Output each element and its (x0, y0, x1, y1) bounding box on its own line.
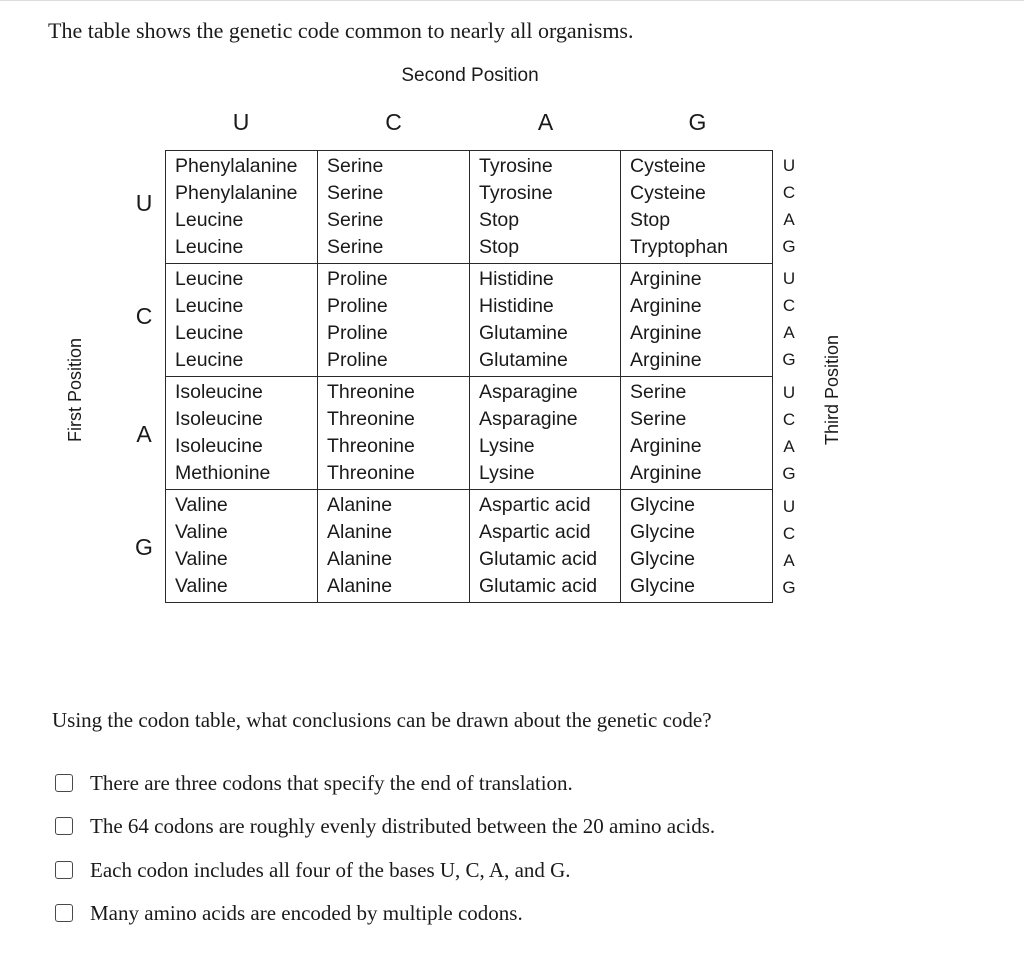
amino-acid: Serine (630, 381, 687, 403)
top-divider (0, 0, 1024, 1)
column-header-u: U (232, 109, 250, 135)
amino-acid: Glutamine (479, 349, 568, 371)
codon-row-g (166, 490, 773, 603)
amino-acid: Arginine (630, 322, 702, 344)
amino-acid: Serine (327, 155, 384, 177)
option-2[interactable] (55, 805, 715, 849)
amino-acid: Glycine (630, 494, 696, 516)
checkbox[interactable] (55, 774, 73, 792)
amino-acid: Asparagine (479, 381, 578, 403)
amino-acid: Threonine (327, 408, 415, 430)
third-position-base: A (783, 323, 795, 342)
codon-cell-cu (166, 264, 318, 377)
codon-row-a (166, 377, 773, 490)
answer-options (55, 761, 715, 935)
amino-acid: Leucine (175, 295, 244, 317)
amino-acid: Threonine (327, 381, 415, 403)
row-header-c: C (135, 303, 153, 329)
third-position-label: Third Position (822, 334, 842, 446)
option-3[interactable] (55, 848, 715, 892)
amino-acid: Tyrosine (479, 155, 553, 177)
codon-cell-cc (318, 264, 470, 377)
amino-acid: Lysine (479, 462, 535, 484)
row-header-u: U (135, 190, 153, 216)
amino-acid: Proline (327, 349, 388, 371)
codon-cell-gu (166, 490, 318, 603)
codon-row-u (166, 151, 773, 264)
third-position-base: U (782, 497, 796, 516)
amino-acid: Proline (327, 295, 388, 317)
amino-acid: Isoleucine (175, 435, 263, 457)
amino-acid: Glycine (630, 521, 696, 543)
third-position-base: A (783, 437, 795, 456)
amino-acid: Leucine (175, 268, 244, 290)
codon-cell-ag (621, 377, 773, 490)
codon-cell-ac (318, 377, 470, 490)
amino-acid: Alanine (327, 548, 393, 570)
option-label: The 64 codons are roughly evenly distributed between the 20 amino acids. (90, 814, 716, 839)
amino-acid: Valine (175, 521, 228, 543)
amino-acid: Arginine (630, 462, 702, 484)
amino-acid: Alanine (327, 494, 393, 516)
amino-acid: Threonine (327, 435, 415, 457)
codon-cell-ua (470, 151, 621, 264)
amino-acid: Glutamine (479, 322, 568, 344)
amino-acid: Glutamic acid (479, 548, 598, 570)
amino-acid: Serine (327, 209, 384, 231)
third-position-base: U (782, 383, 796, 402)
codon-cell-gc (318, 490, 470, 603)
codon-cell-cg (621, 264, 773, 377)
amino-acid: Arginine (630, 349, 702, 371)
option-4[interactable] (55, 892, 715, 936)
checkbox[interactable] (55, 904, 73, 922)
codon-cell-gg (621, 490, 773, 603)
third-position-base: A (783, 551, 795, 570)
amino-acid: Leucine (175, 322, 244, 344)
second-position-label: Second Position (401, 65, 539, 86)
third-position-base: G (782, 464, 796, 483)
amino-acid: Leucine (175, 209, 244, 231)
amino-acid: Leucine (175, 349, 244, 371)
amino-acid: Isoleucine (175, 408, 263, 430)
amino-acid: Valine (175, 548, 228, 570)
checkbox[interactable] (55, 817, 73, 835)
amino-acid: Methionine (175, 462, 271, 484)
question-text: Using the codon table, what conclusions can be drawn about the genetic code? (52, 708, 712, 732)
intro-text: The table shows the genetic code common to nearly all organisms. (48, 18, 634, 43)
amino-acid: Alanine (327, 575, 393, 597)
amino-acid: Serine (327, 236, 384, 258)
amino-acid: Arginine (630, 435, 702, 457)
amino-acid: Phenylalanine (175, 182, 298, 204)
amino-acid: Cysteine (630, 155, 706, 177)
third-position-base: C (782, 410, 796, 429)
codon-table (165, 150, 773, 603)
amino-acid: Aspartic acid (479, 494, 591, 516)
amino-acid: Glutamic acid (479, 575, 598, 597)
amino-acid: Alanine (327, 521, 393, 543)
third-position-base: U (782, 269, 796, 288)
amino-acid: Leucine (175, 236, 244, 258)
amino-acid: Cysteine (630, 182, 706, 204)
codon-cell-ca (470, 264, 621, 377)
column-header-g: G (688, 109, 707, 135)
amino-acid: Serine (630, 408, 687, 430)
codon-cell-aa (470, 377, 621, 490)
amino-acid: Valine (175, 494, 228, 516)
amino-acid: Arginine (630, 268, 702, 290)
codon-cell-uu (166, 151, 318, 264)
amino-acid: Asparagine (479, 408, 578, 430)
third-position-base: U (782, 156, 796, 175)
amino-acid: Glycine (630, 575, 696, 597)
checkbox[interactable] (55, 861, 73, 879)
third-position-base: G (782, 350, 796, 369)
codon-row-c (166, 264, 773, 377)
first-position-label: First Position (65, 337, 85, 443)
amino-acid: Valine (175, 575, 228, 597)
row-header-a: A (136, 421, 152, 447)
option-label: Each codon includes all four of the bases U, C, A, and G. (90, 857, 571, 882)
column-header-c: C (385, 109, 402, 135)
amino-acid: Histidine (479, 295, 554, 317)
row-header-g: G (135, 534, 153, 560)
column-header-a: A (537, 109, 554, 135)
third-position-base: C (782, 524, 796, 543)
amino-acid: Phenylalanine (175, 155, 298, 177)
option-1[interactable] (55, 761, 715, 805)
amino-acid: Proline (327, 322, 388, 344)
amino-acid: Lysine (479, 435, 535, 457)
codon-cell-ug (621, 151, 773, 264)
third-position-base: A (783, 210, 795, 229)
codon-cell-uc (318, 151, 470, 264)
amino-acid: Aspartic acid (479, 521, 591, 543)
amino-acid: Arginine (630, 295, 702, 317)
amino-acid: Threonine (327, 462, 415, 484)
third-position-base: C (782, 183, 796, 202)
third-position-base: G (782, 237, 796, 256)
amino-acid: Tyrosine (479, 182, 553, 204)
amino-acid: Histidine (479, 268, 554, 290)
amino-acid: Serine (327, 182, 384, 204)
codon-cell-au (166, 377, 318, 490)
amino-acid: Isoleucine (175, 381, 263, 403)
amino-acid: Stop (630, 209, 671, 231)
amino-acid: Proline (327, 268, 388, 290)
amino-acid: Stop (479, 209, 520, 231)
codon-cell-ga (470, 490, 621, 603)
amino-acid: Glycine (630, 548, 696, 570)
third-position-base: G (782, 578, 796, 597)
option-label: Many amino acids are encoded by multiple codons. (90, 901, 523, 926)
option-label: There are three codons that specify the end of translation. (90, 770, 573, 795)
third-position-base: C (782, 296, 796, 315)
amino-acid: Tryptophan (630, 236, 728, 258)
amino-acid: Stop (479, 236, 520, 258)
